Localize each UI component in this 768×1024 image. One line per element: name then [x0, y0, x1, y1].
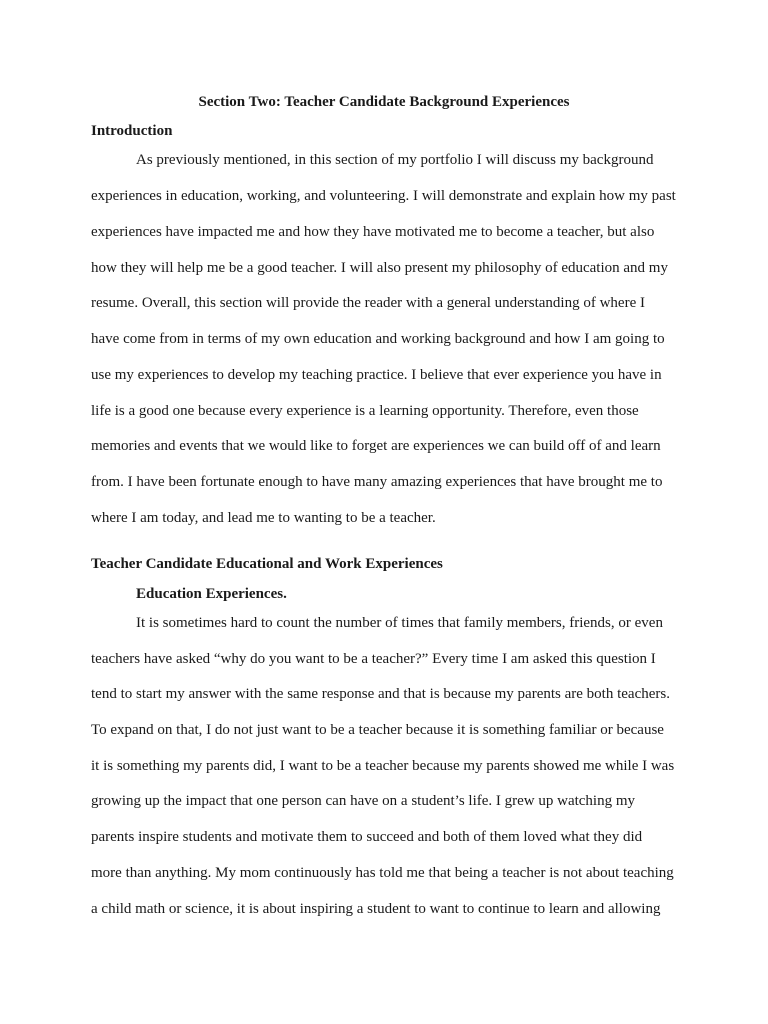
paragraph-line: resume. Overall, this section will provide the reader with a general understanding of where I [91, 295, 645, 311]
subsection-heading-education: Education Experiences. [136, 586, 287, 602]
paragraph-line: more than anything. My mom continuously has told me that being a teacher is not about teaching [91, 865, 674, 881]
paragraph-line: how they will help me be a good teacher. I will also present my philosophy of education and my [91, 260, 668, 276]
section-heading-introduction: Introduction [91, 123, 173, 139]
paragraph-line: have come from in terms of my own education and working background and how I am going to [91, 331, 665, 347]
paragraph-line: To expand on that, I do not just want to be a teacher because it is something familiar or because [91, 722, 664, 738]
paragraph-line: where I am today, and lead me to wanting to be a teacher. [91, 510, 436, 526]
section-heading-experiences: Teacher Candidate Educational and Work Experiences [91, 556, 443, 572]
paragraph-line: from. I have been fortunate enough to have many amazing experiences that have brought me to [91, 474, 663, 490]
paragraph-line: it is something my parents did, I want to be a teacher because my parents showed me while I was [91, 758, 675, 774]
paragraph-line: It is sometimes hard to count the number of times that family members, friends, or even [136, 615, 663, 631]
paragraph-line: life is a good one because every experience is a learning opportunity. Therefore, even those [91, 403, 639, 419]
paragraph-line: growing up the impact that one person can have on a student’s life. I grew up watching my [91, 793, 636, 809]
paragraph-line: use my experiences to develop my teaching practice. I believe that ever experience you have in [91, 367, 662, 383]
paragraph-line: tend to start my answer with the same response and that is because my parents are both teachers. [91, 686, 670, 702]
paragraph-line: As previously mentioned, in this section of my portfolio I will discuss my background [136, 152, 654, 168]
paragraph-line: a child math or science, it is about inspiring a student to want to continue to learn and allowing [91, 901, 661, 917]
paragraph-line: memories and events that we would like to forget are experiences we can build off of and learn [91, 438, 661, 454]
document-title: Section Two: Teacher Candidate Background Experiences [198, 94, 570, 110]
paragraph-line: experiences in education, working, and volunteering. I will demonstrate and explain how my past [91, 188, 676, 204]
paragraph-line: experiences have impacted me and how they have motivated me to become a teacher, but also [91, 224, 655, 240]
paragraph-line: teachers have asked “why do you want to be a teacher?” Every time I am asked this question I [91, 651, 656, 667]
paragraph-line: parents inspire students and motivate them to succeed and both of them loved what they did [91, 829, 643, 845]
